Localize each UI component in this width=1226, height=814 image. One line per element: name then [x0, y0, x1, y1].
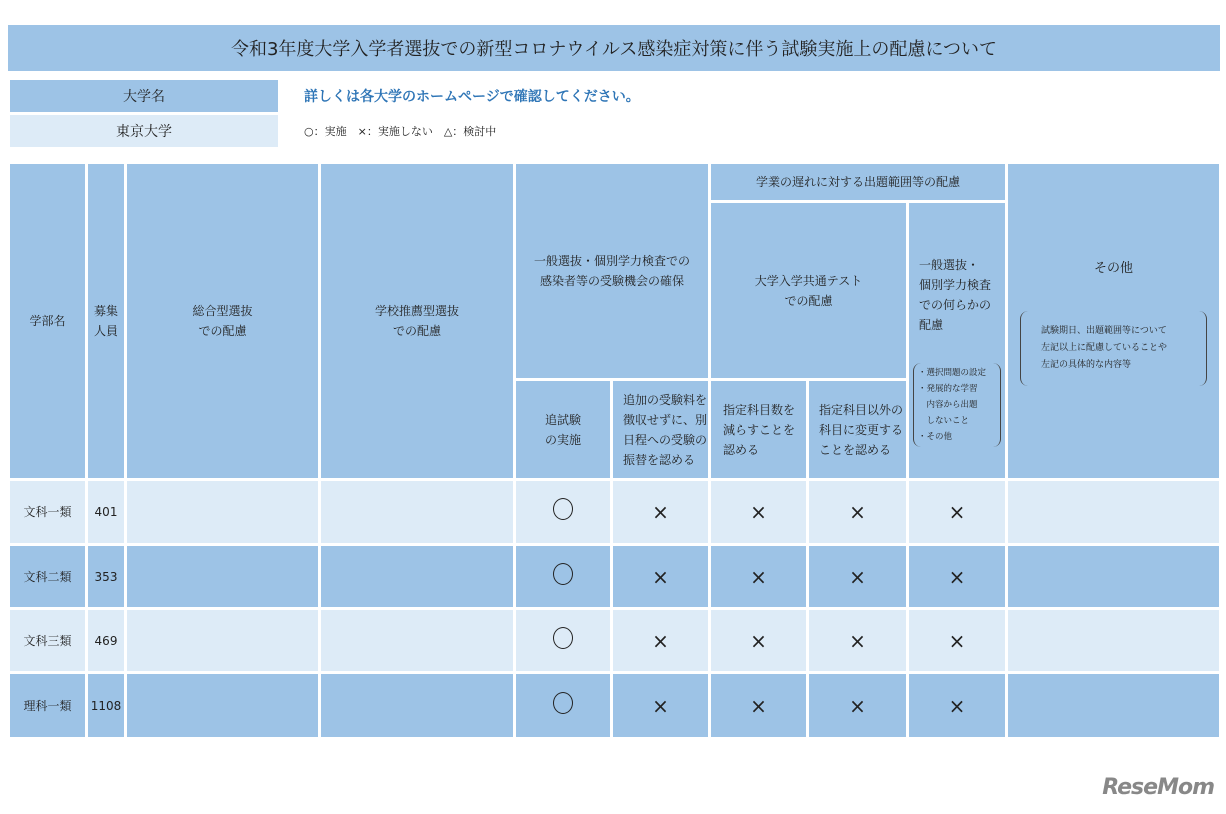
change-cell: ×	[809, 610, 906, 671]
makeup-cell	[516, 610, 610, 671]
legend: ○：実施 ×：実施しない △：検討中	[304, 125, 497, 138]
circle-mark	[553, 563, 573, 585]
comprehensive-cell	[127, 481, 318, 543]
header-other-title: その他	[1093, 261, 1133, 276]
capacity-cell: 353	[88, 546, 124, 607]
change-cell: ×	[809, 674, 906, 737]
table-row	[10, 610, 1219, 671]
measures-table	[7, 161, 1222, 740]
faculty-cell: 文科三類	[10, 610, 85, 671]
individual-cell: ×	[909, 610, 1005, 671]
university-name: 東京大学	[10, 115, 278, 147]
makeup-cell	[516, 546, 610, 607]
faculty-cell: 文科一類	[10, 481, 85, 543]
university-label: 大学名	[10, 80, 278, 112]
header-individual-note: ・選択問題の設定 ・発展的な学習 内容から出題 しないこと ・その他	[913, 363, 1001, 447]
other-cell	[1008, 546, 1219, 607]
notice-text: 詳しくは各大学のホームページで確認してください。	[304, 89, 640, 105]
individual-cell: ×	[909, 674, 1005, 737]
header-makeup: 追試験 の実施	[516, 381, 610, 478]
recommendation-cell	[321, 610, 513, 671]
table-row	[10, 674, 1219, 737]
transfer-cell: ×	[613, 546, 708, 607]
faculty-cell: 理科一類	[10, 674, 85, 737]
other-cell	[1008, 610, 1219, 671]
header-common-test: 大学入学共通テスト での配慮	[711, 203, 906, 378]
resemom-logo: ReseMom	[1102, 775, 1214, 800]
makeup-cell	[516, 674, 610, 737]
comprehensive-cell	[127, 674, 318, 737]
recommendation-cell	[321, 546, 513, 607]
header-general: 一般選抜・個別学力検査での 感染者等の受験機会の確保	[516, 164, 708, 378]
header-other-note: 試験期日、出題範囲等について 左記以上に配慮していることや 左記の具体的な内容等	[1020, 311, 1207, 386]
makeup-cell	[516, 481, 610, 543]
circle-mark	[553, 692, 573, 714]
circle-mark	[553, 498, 573, 520]
header-transfer: 追加の受験料を 徴収せずに、別 日程への受験の 振替を認める	[613, 381, 708, 478]
individual-cell: ×	[909, 546, 1005, 607]
reduce-cell: ×	[711, 674, 806, 737]
header-comprehensive: 総合型選抜 での配慮	[127, 164, 318, 478]
header-change: 指定科目以外の 科目に変更する ことを認める	[809, 381, 906, 478]
reduce-cell: ×	[711, 610, 806, 671]
circle-mark	[553, 627, 573, 649]
header-other	[1008, 164, 1219, 478]
capacity-cell: 401	[88, 481, 124, 543]
page-title: 令和3年度大学入学者選抜での新型コロナウイルス感染症対策に伴う試験実施上の配慮について	[8, 25, 1220, 71]
individual-cell: ×	[909, 481, 1005, 543]
recommendation-cell	[321, 674, 513, 737]
capacity-cell: 1108	[88, 674, 124, 737]
transfer-cell: ×	[613, 481, 708, 543]
faculty-cell: 文科二類	[10, 546, 85, 607]
change-cell: ×	[809, 546, 906, 607]
header-individual	[909, 203, 1005, 478]
header-scope-group: 学業の遅れに対する出題範囲等の配慮	[711, 164, 1005, 200]
comprehensive-cell	[127, 546, 318, 607]
header-individual-title: 一般選抜・ 個別学力検査 での何らかの 配慮	[919, 257, 992, 332]
other-cell	[1008, 674, 1219, 737]
header-reduce: 指定科目数を 減らすことを 認める	[711, 381, 806, 478]
table-row	[10, 481, 1219, 543]
table-row	[10, 546, 1219, 607]
reduce-cell: ×	[711, 546, 806, 607]
transfer-cell: ×	[613, 674, 708, 737]
header-recommendation: 学校推薦型選抜 での配慮	[321, 164, 513, 478]
reduce-cell: ×	[711, 481, 806, 543]
other-cell	[1008, 481, 1219, 543]
header-capacity: 募集 人員	[88, 164, 124, 478]
capacity-cell: 469	[88, 610, 124, 671]
transfer-cell: ×	[613, 610, 708, 671]
change-cell: ×	[809, 481, 906, 543]
header-faculty: 学部名	[10, 164, 85, 478]
recommendation-cell	[321, 481, 513, 543]
comprehensive-cell	[127, 610, 318, 671]
